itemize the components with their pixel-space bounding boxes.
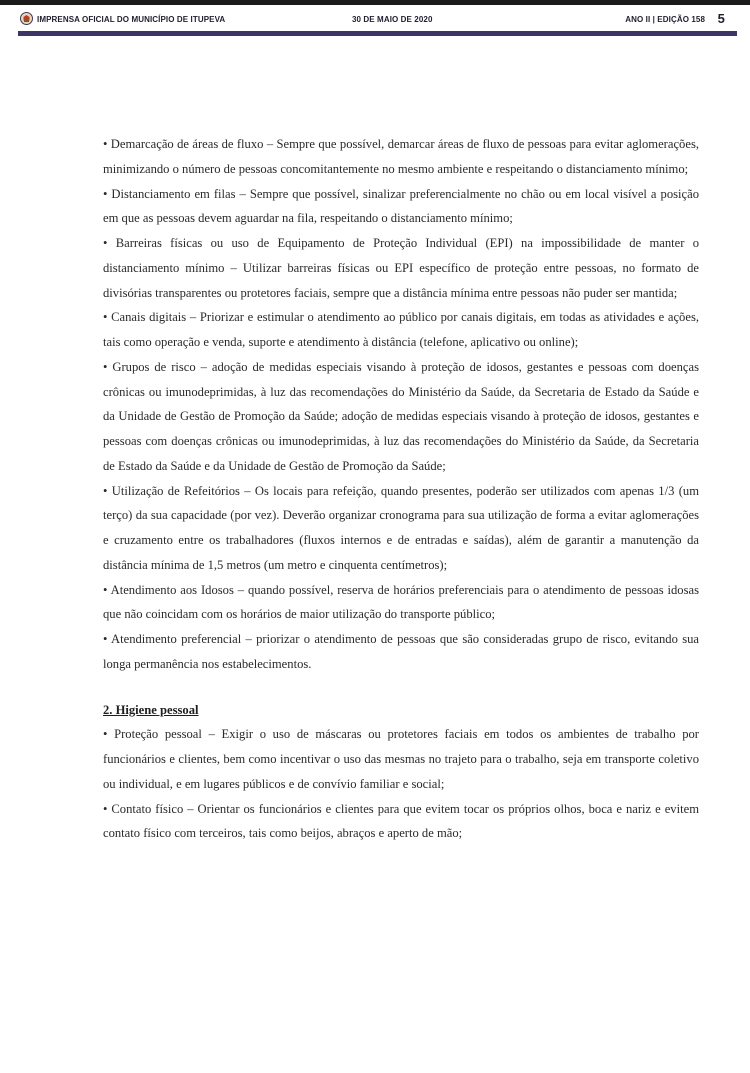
publication-name: IMPRENSA OFICIAL DO MUNICÍPIO DE ITUPEVA [37,15,226,24]
top-edge-bar [0,0,750,5]
header-rule [18,31,737,36]
page-number: 5 [717,11,725,26]
item-canais-digitais: • Canais digitais – Priorizar e estimular o atendimento ao público por canais digitais, em todas as atividades e ações, tais como operação e venda, suporte e atendimento à distância (telefone, aplicativo ou online); [103,310,699,349]
municipal-seal-icon [20,12,33,25]
edition-label: ANO II | EDIÇÃO 158 [625,15,705,24]
document-body [103,132,699,846]
item-protecao-pessoal: • Proteção pessoal – Exigir o uso de máscaras ou protetores faciais em todos os ambientes de trabalho por funcionários e clientes, bem como incentivar o uso das mesmas no trajeto para o trabalho, seja em transporte coletivo ou individual, e em lugares públicos e de convívio familiar e social; [103,727,699,791]
item-demarcacao-areas: • Demarcação de áreas de fluxo – Sempre que possível, demarcar áreas de fluxo de pessoas para evitar aglomerações, minimizando o número de pessoas concomitantemente no mesmo ambiente e respeitando o distanciamento mínimo; [103,137,699,176]
item-grupos-risco: • Grupos de risco – adoção de medidas especiais visando à proteção de idosos, gestantes e pessoas com doenças crônicas ou imunodeprimidas, à luz das recomendações do Ministério da Saúde, da Secretaria de Estado da Saúde e da Unidade de Gestão de Promoção da Saúde; adoção de medidas especiais visando à proteção de idosos, gestantes e pessoas com doenças crônicas ou imunodeprimidas, à luz das recomendações do Ministério da Saúde, da Secretaria de Estado da Saúde e da Unidade de Gestão de Promoção da Saúde; [103,359,699,473]
section-spacer [103,677,699,698]
section-title-higiene: 2. Higiene pessoal [103,702,199,717]
item-distanciamento-filas: • Distanciamento em filas – Sempre que possível, sinalizar preferencialmente no chão ou em local visível a posição em que as pessoas devem aguardar na fila, respeitando o distanciamento mínimo; [103,186,699,226]
item-contato-fisico: • Contato físico – Orientar os funcionários e clientes para que evitem tocar os próprios olhos, boca e nariz e evitem contato físico com terceiros, tais como beijos, abraços e aperto de mão; [103,801,699,841]
issue-date: 30 DE MAIO DE 2020 [352,15,433,24]
item-atendimento-preferencial: • Atendimento preferencial – priorizar o atendimento de pessoas que são consideradas grupo de risco, evitando sua longa permanência nos estabelecimentos. [103,632,699,671]
page-header [18,10,733,30]
item-atendimento-idosos: • Atendimento aos Idosos – quando possível, reserva de horários preferenciais para o atendimento de pessoas idosas que não coincidam com os horários de maior utilização do transporte público; [103,582,699,622]
item-barreiras-fisicas: • Barreiras físicas ou uso de Equipamento de Proteção Individual (EPI) na impossibilidade de manter o distanciamento mínimo – Utilizar barreiras físicas ou EPI específico de proteção entre pessoas, no formato de divisórias transparentes ou protetores faciais, sempre que a distância mínima entre pessoas não puder ser mantida; [103,236,699,300]
item-refeitorios: • Utilização de Refeitórios – Os locais para refeição, quando presentes, poderão ser utilizados com apenas 1/3 (um terço) da sua capacidade (por vez). Deverão organizar cronograma para sua utilização de forma a evitar aglomerações e cruzamento entre os trabalhadores (fluxos internos e de entradas e saídas), além de garantir a manutenção da distância mínima de 1,5 metros (um metro e cinquenta centímetros); [103,483,699,572]
